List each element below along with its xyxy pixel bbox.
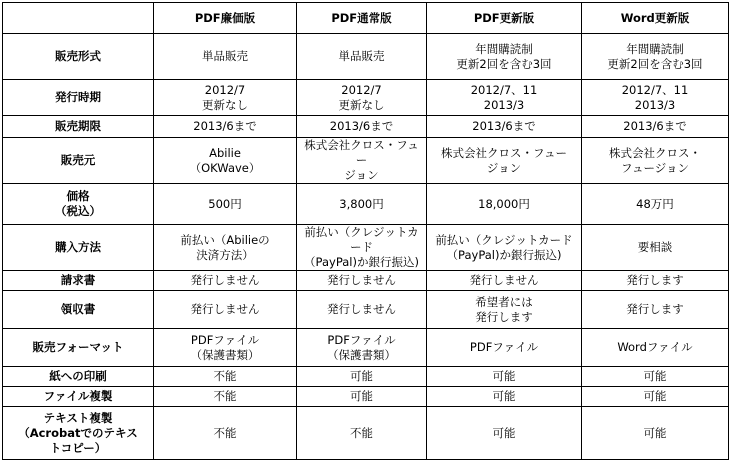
table-row — [3, 367, 729, 387]
table-row — [3, 387, 729, 407]
table-cell: PDFファイル — [427, 329, 582, 367]
row-label: 価格 （税込） — [3, 184, 154, 225]
row-label: 販売元 — [3, 138, 154, 184]
table-cell: 18,000円 — [427, 184, 582, 225]
table-row — [3, 138, 729, 184]
table-cell: 発行します — [582, 271, 729, 291]
column-header-word-update: Word更新版 — [582, 3, 729, 34]
table-cell: 発行しません — [297, 271, 427, 291]
table-cell: PDFファイル （保護書類） — [297, 329, 427, 367]
table-cell: 発行します — [582, 291, 729, 329]
table-row — [3, 34, 729, 80]
comparison-table — [2, 2, 729, 460]
row-label: 購入方法 — [3, 225, 154, 271]
table-row — [3, 291, 729, 329]
table-row — [3, 184, 729, 225]
table-cell: 2012/7、11 2013/3 — [427, 80, 582, 116]
table-cell: 前払い（Abilieの 決済方法） — [154, 225, 297, 271]
table-cell: 可能 — [582, 367, 729, 387]
table-cell: 3,800円 — [297, 184, 427, 225]
table-cell: 可能 — [427, 387, 582, 407]
table-row — [3, 225, 729, 271]
table-cell: 前払い（クレジットカード （PayPal)か銀行振込) — [427, 225, 582, 271]
table-row — [3, 116, 729, 138]
table-cell: 希望者には 発行します — [427, 291, 582, 329]
table-cell: 発行しません — [427, 271, 582, 291]
table-cell: 年間購読制 更新2回を含む3回 — [427, 34, 582, 80]
table-cell: 株式会社クロス・フュー ジョン — [427, 138, 582, 184]
table-cell: 年間購読制 更新2回を含む3回 — [582, 34, 729, 80]
table-cell: 2013/6まで — [154, 116, 297, 138]
table-cell: 2013/6まで — [582, 116, 729, 138]
row-label: テキスト複製 （Acrobatでのテキス トコピー） — [3, 407, 154, 460]
table-cell: 可能 — [427, 407, 582, 460]
table-row — [3, 80, 729, 116]
table-cell: 2012/7 更新なし — [297, 80, 427, 116]
table-row — [3, 271, 729, 291]
row-label: ファイル複製 — [3, 387, 154, 407]
row-label: 領収書 — [3, 291, 154, 329]
table-cell: 可能 — [297, 367, 427, 387]
table-cell: 可能 — [297, 387, 427, 407]
table-cell: 発行しません — [297, 291, 427, 329]
row-label: 請求書 — [3, 271, 154, 291]
table-cell: Wordファイル — [582, 329, 729, 367]
table-cell: 株式会社クロス・フュー ジョン — [297, 138, 427, 184]
header-row — [3, 3, 729, 34]
table-cell: Abilie （OKWave） — [154, 138, 297, 184]
row-label: 販売フォーマット — [3, 329, 154, 367]
table-cell: 単品販売 — [154, 34, 297, 80]
row-label: 紙への印刷 — [3, 367, 154, 387]
table-cell: 可能 — [427, 367, 582, 387]
row-label: 発行時期 — [3, 80, 154, 116]
table-cell: 2012/7 更新なし — [154, 80, 297, 116]
table-cell: 不能 — [297, 407, 427, 460]
table-cell: 発行しません — [154, 291, 297, 329]
table-cell: 可能 — [582, 387, 729, 407]
table-row — [3, 329, 729, 367]
table-cell: 可能 — [582, 407, 729, 460]
table-cell: 2012/7、11 2013/3 — [582, 80, 729, 116]
table-cell: 2013/6まで — [427, 116, 582, 138]
table-cell: 要相談 — [582, 225, 729, 271]
table-cell: 単品販売 — [297, 34, 427, 80]
column-header-pdf-budget: PDF廉価版 — [154, 3, 297, 34]
table-cell: 不能 — [154, 407, 297, 460]
table-cell: 発行しません — [154, 271, 297, 291]
table-cell: PDFファイル （保護書類） — [154, 329, 297, 367]
table-cell: 48万円 — [582, 184, 729, 225]
column-header-pdf-standard: PDF通常版 — [297, 3, 427, 34]
table-cell: 前払い（クレジットカード （PayPal)か銀行振込) — [297, 225, 427, 271]
column-header-pdf-update: PDF更新版 — [427, 3, 582, 34]
table-cell: 2013/6まで — [297, 116, 427, 138]
table-cell: 500円 — [154, 184, 297, 225]
table-cell: 不能 — [154, 367, 297, 387]
table-cell: 株式会社クロス・ フュージョン — [582, 138, 729, 184]
row-label: 販売期限 — [3, 116, 154, 138]
row-label: 販売形式 — [3, 34, 154, 80]
table-cell: 不能 — [154, 387, 297, 407]
header-corner — [3, 3, 154, 34]
table-row — [3, 407, 729, 460]
